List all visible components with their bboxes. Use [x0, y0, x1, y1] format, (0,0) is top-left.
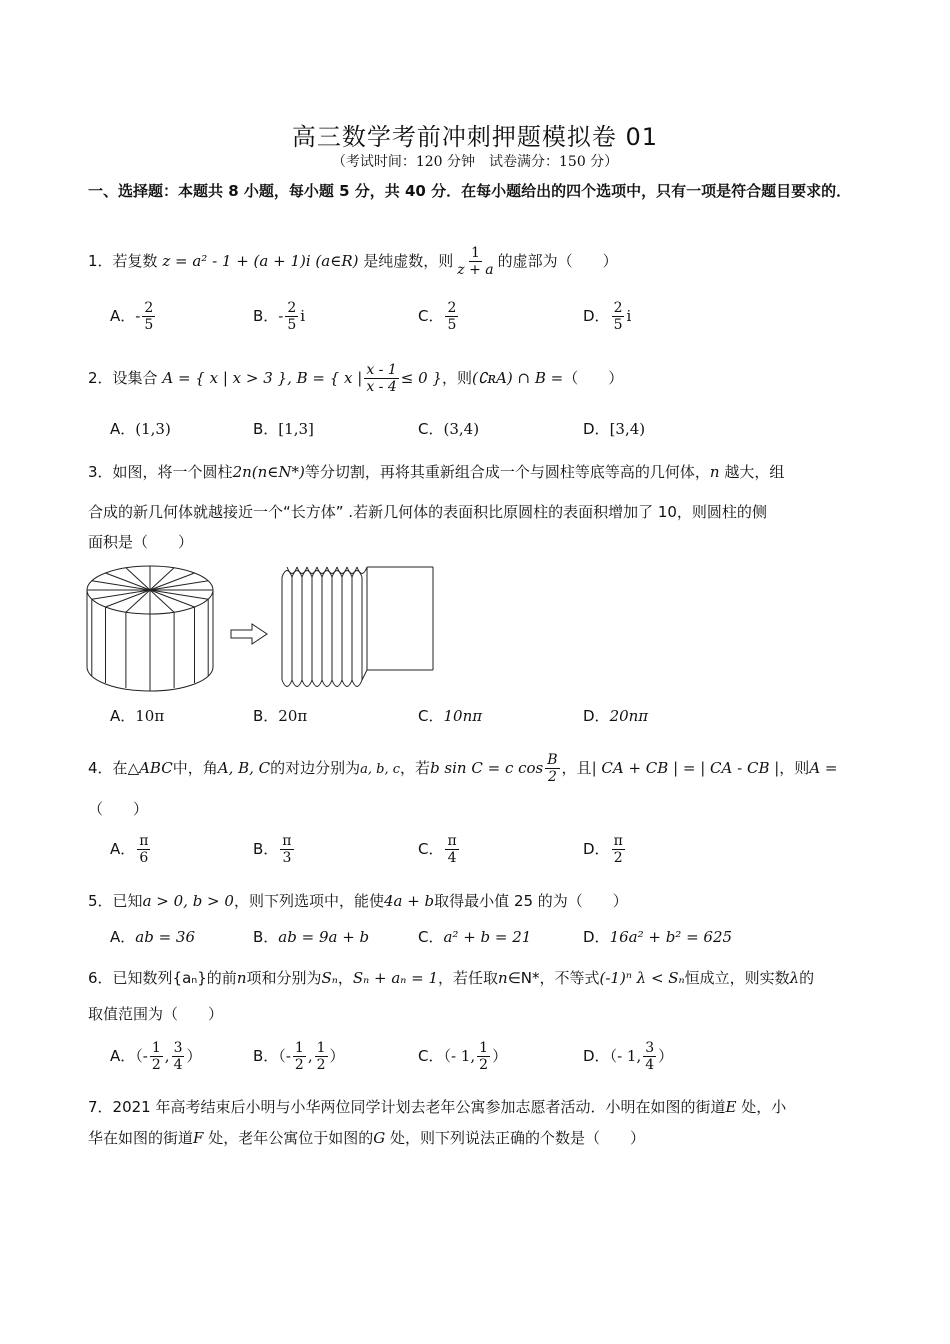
question-2	[88, 362, 623, 395]
question-text: 的虚部为（ ）	[497, 252, 618, 270]
option-b[interactable]: B．- $\frac{2}{5}$ i	[253, 300, 306, 333]
question-5: 5．已知a > 0, b > 0，则下列选项中，能使4a + b取得最小值 25 的为（ ）	[88, 892, 628, 910]
section-heading: 一、选择题：本题共 8 小题，每小题 5 分，共 40 分．在每小题给出的四个选项中，只有一项是符合题目要求的．	[88, 182, 852, 200]
arrow-icon	[231, 624, 267, 644]
question-7-line-2: 华在如图的街道F 处，老年公寓位于如图的G 处，则下列说法正确的个数是（ ）	[88, 1129, 645, 1147]
question-4-line-2: （ ）	[88, 800, 149, 818]
cylinder-figure	[85, 562, 445, 694]
option-b[interactable]: B．ab = 9a + b	[253, 928, 370, 946]
option-c[interactable]: C．10nπ	[418, 707, 483, 725]
option-c[interactable]: C．a² + b = 21	[418, 928, 532, 946]
option-b[interactable]: B．（- $\frac{1}{2}$ , $\frac{1}{2}$ ）	[253, 1040, 345, 1073]
option-c[interactable]: C．(3,4)	[418, 420, 480, 438]
question-6: 6．已知数列{aₙ}的前n项和分别为Sₙ，Sₙ + aₙ = 1，若任取n∈N*，不等式(-1)ⁿ λ < Sₙ恒成立，则实数λ的	[88, 969, 815, 987]
option-a[interactable]: A．- $\frac{2}{5}$	[110, 300, 154, 333]
option-c[interactable]: C．（- 1, $\frac{1}{2}$ ）	[418, 1040, 508, 1073]
question-number: 2．	[88, 369, 113, 387]
question-6-line-2: 取值范围为（ ）	[88, 1005, 224, 1023]
question-text: ，则	[441, 369, 472, 387]
option-d[interactable]: D．20nπ	[583, 707, 649, 725]
option-a[interactable]: A．(1,3)	[110, 420, 171, 438]
fraction: $\frac{1}{z + a}$	[457, 245, 494, 278]
math-expression: (∁ʀA) ∩ B =	[471, 369, 564, 387]
option-d[interactable]: D． $\frac{\pi}{2}$	[583, 833, 623, 866]
question-3-line-3: 面积是（ ）	[88, 533, 194, 551]
math-expression: z = a² - 1 + (a + 1)i (a∈R)	[162, 252, 359, 270]
option-d[interactable]: D．[3,4)	[583, 420, 646, 438]
question-4: 4．在△ABC中，角A, B, C的对边分别为a, b, c，若b sin C = c cos $\frac{B}{2}$ ，且| CA + CB | = | CA - CB |，则A =	[88, 752, 838, 785]
question-text: （ ）	[563, 369, 624, 387]
question-text: 是纯虚数，则	[363, 252, 454, 270]
option-b[interactable]: B． $\frac{\pi}{3}$	[253, 833, 292, 866]
option-c[interactable]: C． $\frac{\pi}{4}$	[418, 833, 457, 866]
fraction: $\frac{B}{2}$	[547, 752, 558, 785]
cylinder-radial-cuts	[87, 566, 213, 614]
question-number: 1．	[88, 252, 113, 270]
fraction: $\frac{x - 1}{x - 4}$	[366, 362, 397, 395]
question-7: 7．2021 年高考结束后小明与小华两位同学计划去老年公寓参加志愿者活动．小明在如图的街道E 处，小	[88, 1098, 787, 1116]
option-d[interactable]: D．16a² + b² = 625	[583, 928, 733, 946]
question-text: 设集合	[112, 369, 158, 387]
exam-info: （考试时间：120 分钟 试卷满分：150 分）	[331, 154, 619, 170]
option-d[interactable]: D．（- 1, $\frac{3}{4}$ ）	[583, 1040, 674, 1073]
question-text: 若复数	[112, 252, 158, 270]
question-3-line-1: 3．如图，将一个圆柱2n(n∈N*)等分切割，再将其重新组合成一个与圆柱等底等高的几何体，n 越大，组	[88, 463, 785, 481]
option-c[interactable]: C． $\frac{2}{5}$	[418, 300, 457, 333]
option-a[interactable]: A．10π	[110, 707, 165, 725]
option-d[interactable]: D． $\frac{2}{5}$ i	[583, 300, 632, 333]
option-b[interactable]: B．20π	[253, 707, 308, 725]
math-expression: , B = { x |	[287, 369, 363, 387]
option-b[interactable]: B．[1,3]	[253, 420, 314, 438]
option-a[interactable]: A．ab = 36	[110, 928, 196, 946]
question-3-line-2: 合成的新几何体就越接近一个“长方体” .若新几何体的表面积比原圆柱的表面积增加了 10，则圆柱的侧	[88, 503, 767, 521]
page-title: 高三数学考前冲刺押题模拟卷 01	[291, 123, 659, 151]
option-a[interactable]: A． $\frac{\pi}{6}$	[110, 833, 149, 866]
math-expression: ≤ 0 }	[400, 369, 442, 387]
math-expression: A = { x | x > 3 }	[162, 369, 288, 387]
question-1	[88, 245, 618, 278]
option-a[interactable]: A．（- $\frac{1}{2}$ , $\frac{3}{4}$ ）	[110, 1040, 202, 1073]
